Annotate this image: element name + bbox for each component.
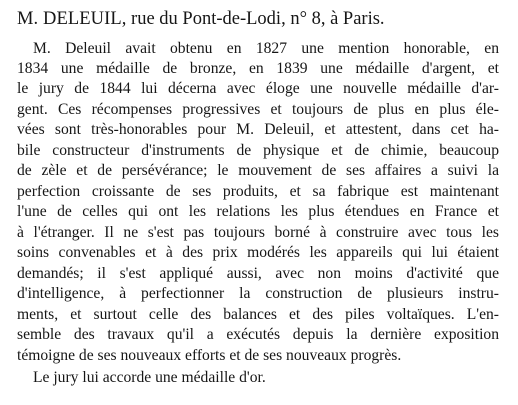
body-line: soins convenables et à des prix modérés les appareils qui lui étaient [17, 244, 499, 261]
body-line: M. Deleuil avait obtenu en 1827 une mention honorable, en [33, 40, 499, 57]
body-line: à l'étranger. Il ne s'est pas toujours borné à construire avec tous les [17, 224, 499, 241]
exhibitor-name: M. DELEUIL [17, 9, 122, 29]
body-line: témoigne de ses nouveaux efforts et de ses nouveaux progrès. [17, 347, 402, 364]
body-line: ments, et surtout celle des balances et des piles voltaïques. L'en- [17, 306, 499, 323]
body-line: gent. Ces récompenses progressives et toujours de plus en plus éle- [17, 101, 499, 118]
body-line: semble des travaux qu'il a exécutés depuis la dernière exposition [17, 326, 499, 343]
body-line: d'intelligence, à perfectionner la construction de plusieurs instru- [17, 285, 499, 302]
body-line: perfection croissante de ses produits, et sa fabrique est maintenant [17, 183, 499, 200]
body-line: bile constructeur d'instruments de physique et de chimie, beaucoup [17, 142, 499, 159]
body-line: le jury de 1844 lui décerna avec éloge une nouvelle médaille d'ar- [17, 80, 499, 97]
body-line: 1834 une médaille de bronze, en 1839 une médaille d'argent, et [17, 60, 499, 77]
body-line: l'une de celles qui ont les relations les plus étendues en France et [17, 203, 499, 220]
body-line: Le jury lui accorde une médaille d'or. [33, 369, 266, 386]
entry-heading [17, 8, 385, 30]
body-line: de zèle et de persévérance; le mouvement de ses affaires a suivi la [17, 162, 499, 179]
body-line: demandés; il s'est appliqué aussi, avec non moins d'activité que [17, 265, 499, 282]
exhibitor-address: , rue du Pont-de-Lodi, n° 8, à Paris. [121, 9, 385, 29]
body-line: vées sont très-honorables pour M. Deleuil, et attestent, dans cet ha- [17, 121, 499, 138]
